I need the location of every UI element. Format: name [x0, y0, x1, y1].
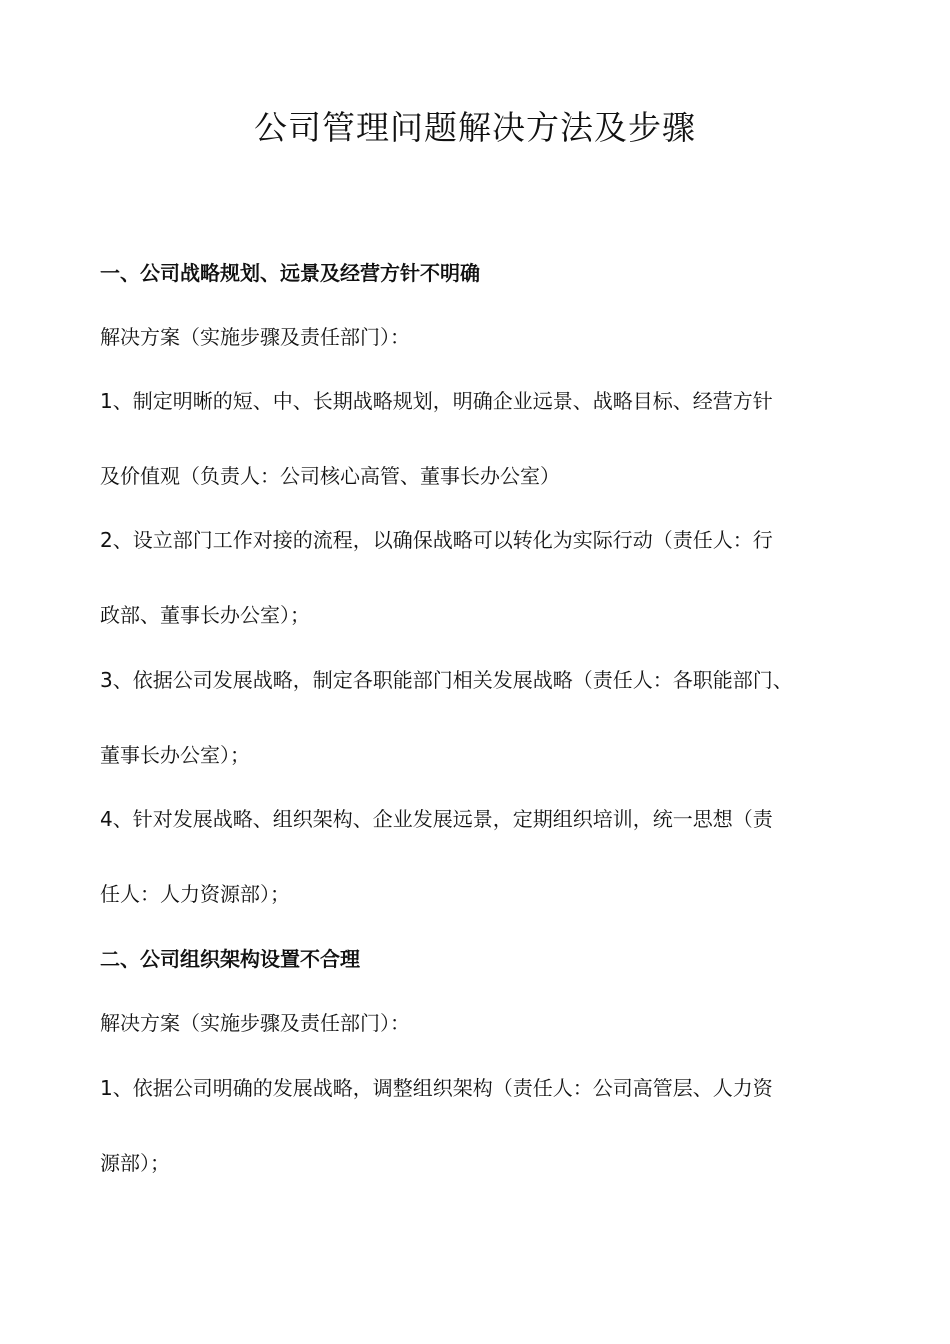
section-heading-1: 一、公司战略规划、远景及经营方针不明确	[100, 261, 480, 285]
list-item-1-3-line2: 董事长办公室）；	[100, 743, 250, 767]
list-item-1-3-line1: 3、依据公司发展战略，制定各职能部门相关发展战略（责任人：各职能部门、	[100, 668, 793, 692]
section-intro-1: 解决方案（实施步骤及责任部门）：	[100, 325, 410, 349]
list-item-2-1-line2: 源部）；	[100, 1151, 170, 1175]
list-item-1-2-line2: 政部、董事长办公室）；	[100, 603, 310, 627]
list-item-1-4-line1: 4、针对发展战略、组织架构、企业发展远景，定期组织培训，统一思想（责	[100, 807, 773, 831]
list-item-1-4-line2: 任人：人力资源部）；	[100, 882, 290, 906]
list-item-1-2-line1: 2、设立部门工作对接的流程，以确保战略可以转化为实际行动（责任人：行	[100, 528, 773, 552]
section-heading-2: 二、公司组织架构设置不合理	[100, 947, 360, 971]
list-item-2-1-line1: 1、依据公司明确的发展战略，调整组织架构（责任人：公司高管层、人力资	[100, 1076, 773, 1100]
document-title: 公司管理问题解决方法及步骤	[254, 108, 696, 147]
list-item-1-1-line2: 及价值观（负责人：公司核心高管、董事长办公室）	[100, 464, 560, 488]
section-intro-2: 解决方案（实施步骤及责任部门）：	[100, 1011, 410, 1035]
list-item-1-1-line1: 1、制定明晰的短、中、长期战略规划，明确企业远景、战略目标、经营方针	[100, 389, 773, 413]
